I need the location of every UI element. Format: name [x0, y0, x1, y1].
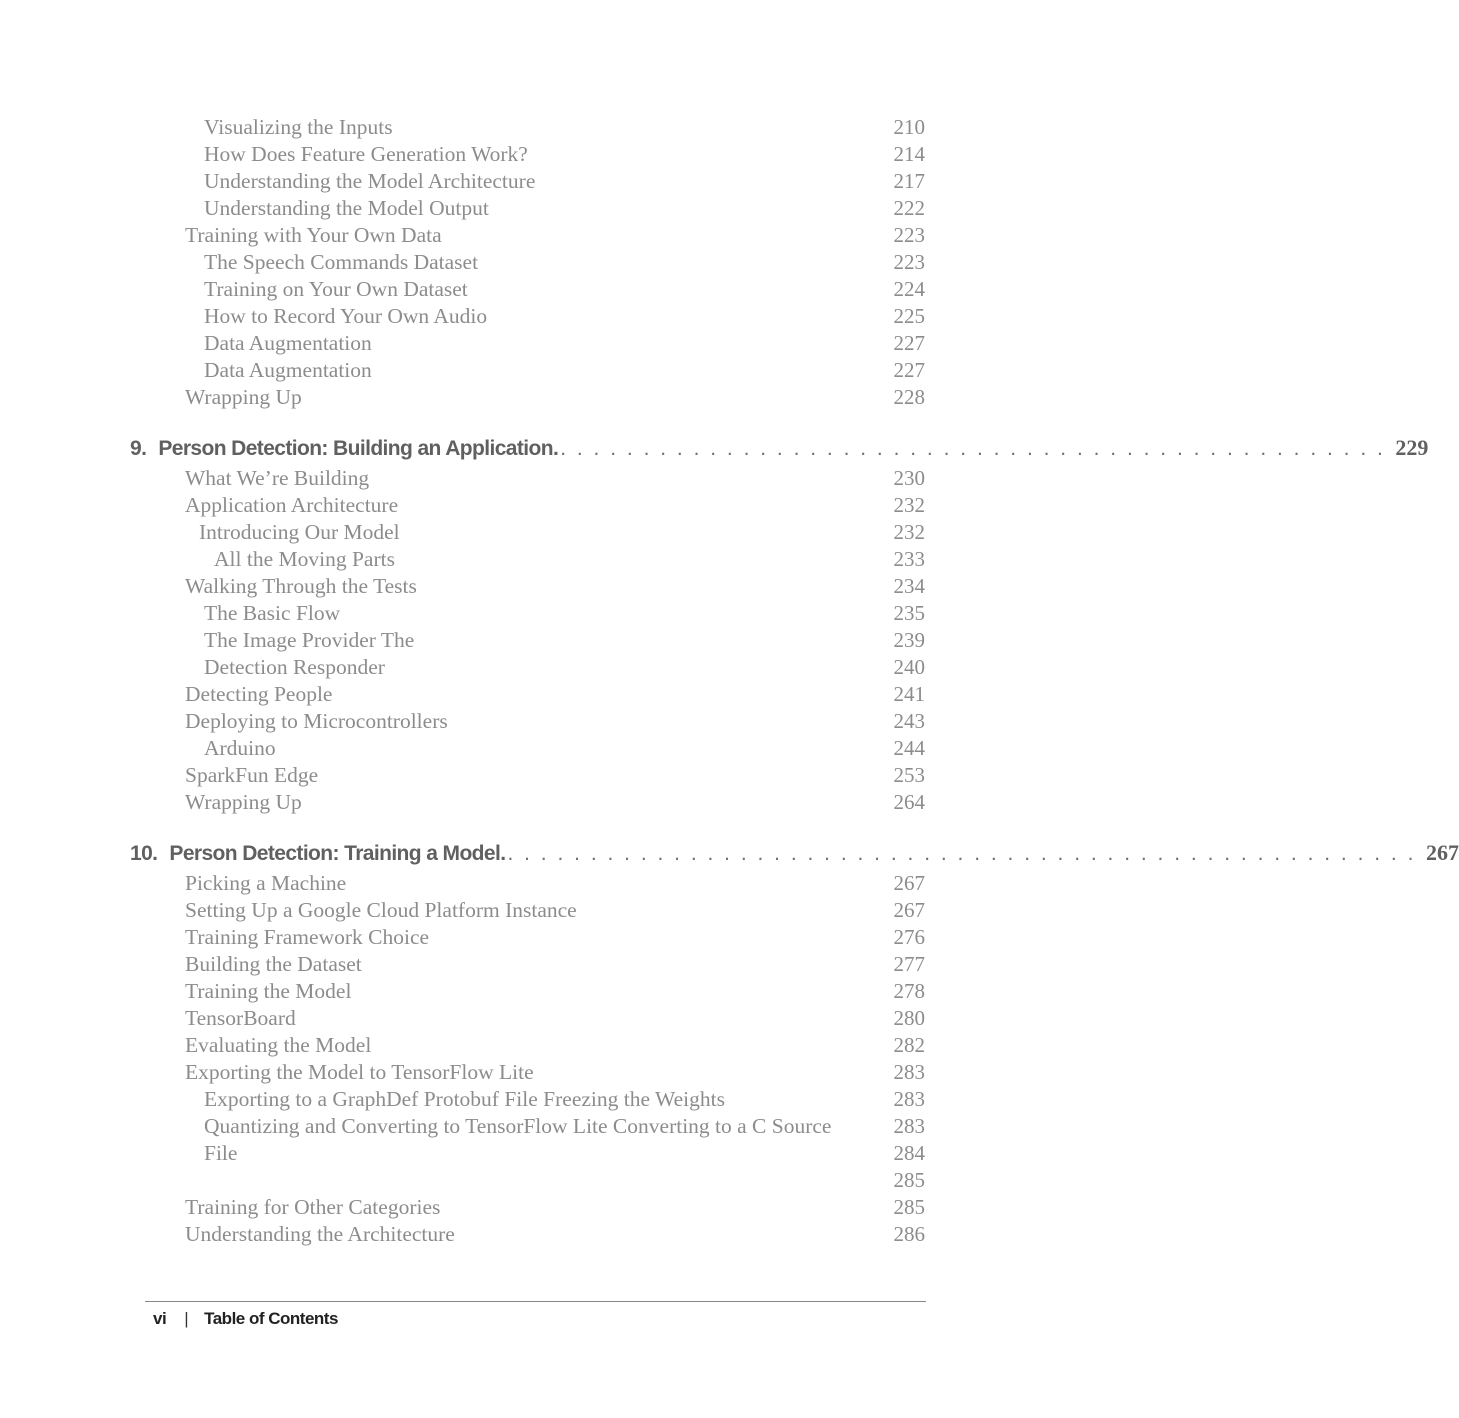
toc-entry-label[interactable]: Understanding the Model Output [204, 196, 489, 220]
toc-entry-label[interactable]: SparkFun Edge [185, 763, 319, 787]
toc-entry-page: 233 [893, 547, 925, 571]
chapter-page: 229 [1395, 435, 1429, 460]
toc-entry-label[interactable]: Introducing Our Model [199, 520, 400, 544]
toc-entry-label[interactable]: Walking Through the Tests [185, 574, 417, 598]
toc-entry-label[interactable]: Exporting the Model to TensorFlow Lite [185, 1060, 534, 1084]
toc-entry-page: 239 [893, 628, 925, 652]
toc-entry-page: 286 [893, 1222, 925, 1246]
toc-entry-page: 284 [893, 1141, 925, 1165]
toc-entry-label[interactable]: Picking a Machine [185, 871, 347, 895]
chapter-number: 9. [130, 437, 147, 460]
toc-entry-label[interactable]: Quantizing and Converting to TensorFlow Lite Converting to a C Source [204, 1114, 832, 1138]
toc-entry-page: 232 [893, 493, 925, 517]
footer-separator: | [184, 1309, 189, 1328]
toc-entry-page: 285 [893, 1168, 925, 1192]
toc-entry-page: 224 [893, 277, 925, 301]
toc-entry-page: 241 [893, 682, 925, 706]
toc-entry-page: 235 [893, 601, 925, 625]
toc-entry-page: 280 [893, 1006, 925, 1030]
chapter-heading[interactable] [130, 840, 1459, 870]
toc-entry-page: 222 [893, 196, 925, 220]
toc-entry-page: 240 [893, 655, 925, 679]
toc-entry-label[interactable]: Detection Responder [204, 655, 385, 679]
toc-entry-page: 210 [893, 115, 925, 139]
toc-entry-label[interactable]: Training Framework Choice [185, 925, 430, 949]
toc-entry-page: 278 [893, 979, 925, 1003]
toc-entry-label[interactable]: All the Moving Parts [214, 547, 395, 571]
toc-entry-label[interactable]: Wrapping Up [185, 790, 302, 814]
toc-entry-label[interactable]: Data Augmentation [204, 358, 372, 382]
toc-entry-label[interactable]: Arduino [204, 736, 276, 760]
toc-entry-page: 243 [893, 709, 925, 733]
toc-entry-label[interactable]: How Does Feature Generation Work? [204, 142, 528, 166]
toc-entry-label[interactable]: Deploying to Microcontrollers [185, 709, 448, 733]
chapter-page: 267 [1425, 840, 1459, 865]
toc-entry-label[interactable]: The Image Provider The [204, 628, 415, 652]
toc-entry-page: 214 [893, 142, 925, 166]
toc-entry-label[interactable]: How to Record Your Own Audio [204, 304, 488, 328]
toc-entry-label[interactable]: Exporting to a GraphDef Protobuf File Freezing the Weights [204, 1087, 725, 1111]
toc-entry-page: 223 [893, 250, 925, 274]
toc-entry-page: 267 [893, 871, 925, 895]
toc-entry-label[interactable]: What We’re Building [185, 466, 370, 490]
toc-entry-label[interactable]: Understanding the Model Architecture [204, 169, 536, 193]
leader-dots: . . . . . . . . . . . . . . . . . . . . . . . . . . . . . . . . . . . . . . . . . . . . . . . . . . [560, 437, 1386, 460]
toc-entry-page: 223 [893, 223, 925, 247]
toc-entry-page: 232 [893, 520, 925, 544]
toc-entry-page: 253 [893, 763, 925, 787]
page-folio: vi [153, 1309, 167, 1328]
toc-entry-label[interactable]: Understanding the Architecture [185, 1222, 455, 1246]
toc-entry-label[interactable]: The Basic Flow [204, 601, 341, 625]
toc-entry-page: 227 [893, 358, 925, 382]
toc-entry-page: 264 [893, 790, 925, 814]
toc-entry-page: 283 [893, 1060, 925, 1084]
running-footer-title: Table of Contents [204, 1309, 338, 1328]
toc-entry-label[interactable]: Data Augmentation [204, 331, 372, 355]
toc-entry-label[interactable]: Evaluating the Model [185, 1033, 372, 1057]
toc-entry-page: 276 [893, 925, 925, 949]
toc-entry-label[interactable]: TensorBoard [185, 1006, 296, 1030]
toc-entry-label[interactable]: Detecting People [185, 682, 333, 706]
chapter-title: Person Detection: Building an Application. [158, 437, 559, 460]
toc-entry-page: 285 [893, 1195, 925, 1219]
toc-entry-page: 267 [893, 898, 925, 922]
footer-divider [145, 1301, 926, 1302]
toc-entry-page: 228 [893, 385, 925, 409]
toc-entry-label[interactable]: Application Architecture [185, 493, 399, 517]
toc-entry-label[interactable]: Training with Your Own Data [185, 223, 442, 247]
toc-entry-page: 227 [893, 331, 925, 355]
toc-entry-page: 234 [893, 574, 925, 598]
toc-entry-label[interactable]: Wrapping Up [185, 385, 302, 409]
toc-entry-label[interactable]: Building the Dataset [185, 952, 362, 976]
chapter-heading[interactable] [130, 435, 1429, 465]
page-footer [153, 1309, 338, 1329]
toc-entry-page: 277 [893, 952, 925, 976]
toc-entry-page: 217 [893, 169, 925, 193]
leader-dots: . . . . . . . . . . . . . . . . . . . . . . . . . . . . . . . . . . . . . . . . . . . . . . . . . . . . . . . [507, 842, 1416, 865]
toc-entry-label[interactable]: Setting Up a Google Cloud Platform Instance [185, 898, 577, 922]
chapter-number: 10. [130, 842, 158, 865]
toc-entry-page: 283 [893, 1114, 925, 1138]
toc-entry-label[interactable]: Training for Other Categories [185, 1195, 441, 1219]
toc-entry-page: 244 [893, 736, 925, 760]
toc-entry-label[interactable]: The Speech Commands Dataset [204, 250, 479, 274]
toc-entry-page: 283 [893, 1087, 925, 1111]
toc-entry-label[interactable]: File [204, 1141, 238, 1165]
toc-entry-label[interactable]: Visualizing the Inputs [204, 115, 393, 139]
toc-entry-page: 230 [893, 466, 925, 490]
chapter-title: Person Detection: Training a Model. [169, 842, 506, 865]
toc-entry-page: 282 [893, 1033, 925, 1057]
toc-entry-page: 225 [893, 304, 925, 328]
toc-entry-label[interactable]: Training on Your Own Dataset [204, 277, 468, 301]
toc-entry-label[interactable]: Training the Model [185, 979, 352, 1003]
